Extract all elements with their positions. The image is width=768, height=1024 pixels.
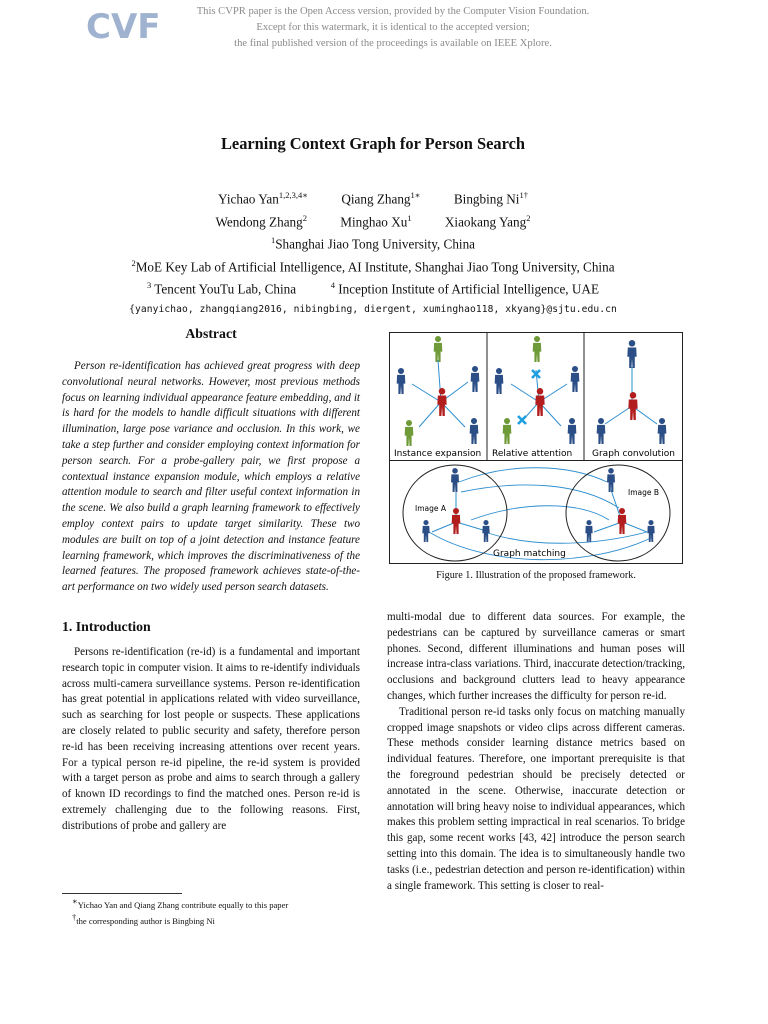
pedestrian-blue: [397, 368, 406, 394]
paper-title: Learning Context Graph for Person Search: [221, 134, 525, 153]
watermark-line: Except for this watermark, it is identical to the accepted version;: [256, 22, 530, 33]
author: Bingbing $Ni^{1\dagger}$: [453, 190, 528, 207]
introduction-paragraph-continued: multi-modal due to different data sources. For example, the pedestrians can be captured by surveillance cameras or smart phones. Second, different illuminations and human poses will increase intra-class variations. Third, inaccurate detection/tracking, occlusions and background clutters lead to heavy appearance changes, which further increases the difficulty for person re-id.: [387, 611, 685, 702]
graph-edge: [511, 384, 539, 402]
introduction-paragraph: Persons re-identification (re-id) is a fundamental and important research topic in computer vision. It aims to re-identify individuals across multi-camera surveillance systems. Person re-identification has great potential in applications related with video surveillance, such as searching for lost people or suspects. These applications are closely related to public security and safety, therefore person re-id has been receiving increasing attentions over recent years. For a typical person re-id pipeline, the re-id system is provided with a target person as probe and aims to search through a gallery of known ID recordings to find the matched ones. Person re-id is extremely challenging due to the following reasons. First, distributions of probe and gallery are: [62, 645, 360, 832]
author-block: [0, 186, 746, 319]
image-label: Image B: [628, 488, 660, 497]
footnote-rule: [62, 893, 182, 894]
author-row: [0, 186, 746, 209]
pedestrian-red: [535, 388, 544, 416]
introduction-heading: 1. Introduction: [62, 618, 151, 634]
pedestrian-green: [533, 336, 542, 362]
panel-label: Instance expansion: [394, 449, 482, 459]
abstract-heading: Abstract: [185, 326, 237, 341]
author: Wendong Zhang$^2$: [215, 212, 307, 229]
footnotes: [62, 895, 360, 927]
panel-label: Relative attention: [492, 449, 573, 459]
pedestrian-blue: [451, 468, 459, 492]
pedestrian-blue: [495, 368, 504, 394]
pedestrian-blue: [627, 340, 636, 368]
pedestrian-blue: [571, 366, 580, 392]
watermark-line: This CVPR paper is the Open Access version, provided by the Computer Vision Foundation.: [196, 6, 590, 17]
affiliation: $^1$Shanghai Jiao Tong University, China: [270, 235, 476, 252]
graph-edge: [412, 384, 441, 402]
footnote: ∗Yichao Yan and Qiang Zhang contribute equally to this paper: [72, 896, 289, 910]
right-column: [387, 610, 685, 894]
pedestrian-green: [434, 336, 443, 362]
framework-figure: [389, 332, 683, 564]
figure-caption: Figure 1. Illustration of the proposed framework.: [436, 570, 636, 581]
image-label: Image A: [415, 504, 447, 513]
matching-edge: [461, 485, 619, 508]
open-access-watermark: [160, 4, 626, 52]
pedestrian-blue: [585, 520, 592, 542]
pedestrian-blue: [658, 418, 667, 444]
author: Yichao Yan$^{1,2,3,4∗}$: [218, 190, 309, 207]
watermark-line: the final published version of the proceedings is available on IEEE Xplore.: [234, 38, 552, 49]
left-column: [62, 326, 360, 835]
pedestrian-green: [503, 418, 512, 444]
abstract-text: Person re-identification has achieved great progress with deep convolutional neural networks. However, most previous methods focus on learning individual appearance feature embedding, and it is hard for the models to handle difficult situations with different illumination, large pose variance and occlusion. In this work, we take a step further and consider employing context information for person search. For a probe-gallery pair, we first propose a contextual instance expansion module, which employs a relative attention module to search and filter useful context information in the scene. We also build a graph learning framework to effectively employ context pairs to update target similarity. These two modules are built on top of a joint detection and instance feature learning framework, which improves the discriminativeness of the learned features. The proposed framework achieves state-of-the-art performance on two widely used person search datasets.: [62, 360, 360, 594]
graph-edge: [605, 406, 632, 424]
affiliation: $^3$ Tencent YouTu Lab, China $^4$ Inception Institute of Artificial Intelligence, UAE: [146, 280, 600, 297]
author: Qiang Zhang$^{1∗}$: [341, 190, 421, 207]
author-emails: {yanyichao, zhangqiang2016, nibingbing, diergent, xuminghao118, xkyang}@sjtu.edu.cn: [129, 303, 617, 315]
pedestrian-blue: [597, 418, 606, 444]
author: Minghao Xu$^1$: [340, 212, 412, 229]
pedestrian-red: [437, 388, 446, 416]
graph-edge: [419, 402, 441, 427]
pedestrian-blue: [471, 366, 480, 392]
pedestrian-blue: [422, 520, 429, 542]
pedestrian-blue: [568, 418, 577, 444]
cvf-logo: [86, 6, 161, 47]
svg-text:CVF: CVF: [86, 7, 161, 47]
pedestrian-blue: [470, 418, 479, 444]
image-b-circle: [566, 465, 670, 561]
panel-label: Graph convolution: [592, 449, 675, 459]
pedestrian-blue: [607, 468, 615, 492]
pedestrian-red: [628, 392, 637, 420]
pedestrian-green: [405, 420, 414, 446]
author: Xiaokang Yang$^2$: [444, 212, 531, 229]
affiliation: $^2$MoE Key Lab of Artificial Intelligence, AI Institute, Shanghai Jiao Tong University, China: [131, 257, 615, 275]
matching-edge: [471, 506, 609, 520]
matching-label: Graph matching: [493, 549, 566, 559]
footnote: †the corresponding author is Bingbing Ni: [72, 911, 215, 926]
author-row: [0, 209, 746, 232]
pedestrian-blue: [482, 520, 489, 542]
matching-edge: [459, 468, 607, 482]
filtered-cross-icon: [518, 416, 526, 424]
pedestrian-red: [452, 508, 461, 534]
introduction-paragraph: Traditional person re-id tasks only focus on matching manually cropped image snapshots or video clips across different cameras. These methods consider learning distance metrics based on individual features. Therefore, one important prerequisite is that the foreground pedestrian should be precisely detected or annotated in the scene. Otherwise, inaccurate detection or annotation will bring heavy noise to individual appearances, which makes this problem setting impractical in real scenarios. To bridge this gap, some recent works [43, 42] introduce the person search setting into this domain. The idea is to simultaneously handle two tasks (i.e., pedestrian detection and person re-identification) within a single framework. This setting is closer to real-: [387, 705, 685, 892]
